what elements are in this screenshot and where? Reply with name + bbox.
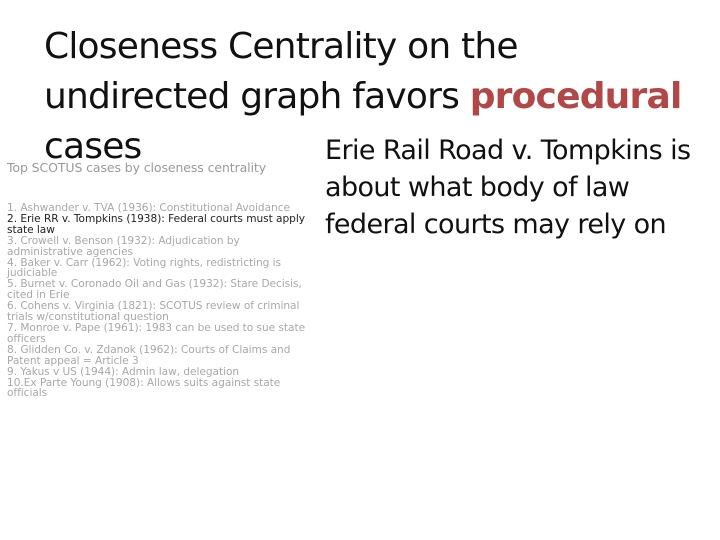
case-item-3: 3. Crowell v. Benson (1932): Adjudication by administrative agencies — [7, 234, 240, 258]
case-item-4: 4. Baker v. Carr (1962): Voting rights, redistricting is judiciable — [7, 256, 281, 280]
slide-title-prefix: Closeness Centrality on the undirected graph favors — [44, 26, 518, 117]
case-item-10: 10.Ex Parte Young (1908): Allows suits against state officials — [7, 376, 281, 400]
erie-explanation: Erie Rail Road v. Tompkins is about what body of law federal courts may rely on — [325, 135, 691, 240]
case-item-2: 2. Erie RR v. Tompkins (1938): Federal courts must apply state law — [7, 212, 305, 236]
case-list-heading: Top SCOTUS cases by closeness centrality — [7, 160, 267, 175]
case-list-panel — [7, 160, 307, 399]
case-item-1: 1. Ashwander v. TVA (1936): Constitutional Avoidance — [7, 202, 290, 214]
case-item-5: 5. Burnet v. Coronado Oil and Gas (1932): Stare Decisis, cited in Erie — [7, 278, 302, 302]
case-item-9: 9. Yakus v US (1944): Admin law, delegation — [7, 365, 240, 378]
slide-title-emphasis: procedural — [469, 76, 682, 117]
case-item-6: 6. Cohens v. Virginia (1821): SCOTUS review of criminal trials w/constitutional question — [7, 300, 300, 324]
case-item-8: 8. Glidden Co. v. Zdanok (1962): Courts of Claims and Patent appeal = Article 3 — [7, 343, 291, 367]
slide-title-suffix: cases — [44, 126, 142, 167]
case-list — [7, 203, 307, 399]
case-item-7: 7. Monroe v. Pape (1961): 1983 can be used to sue state officers — [7, 321, 306, 345]
